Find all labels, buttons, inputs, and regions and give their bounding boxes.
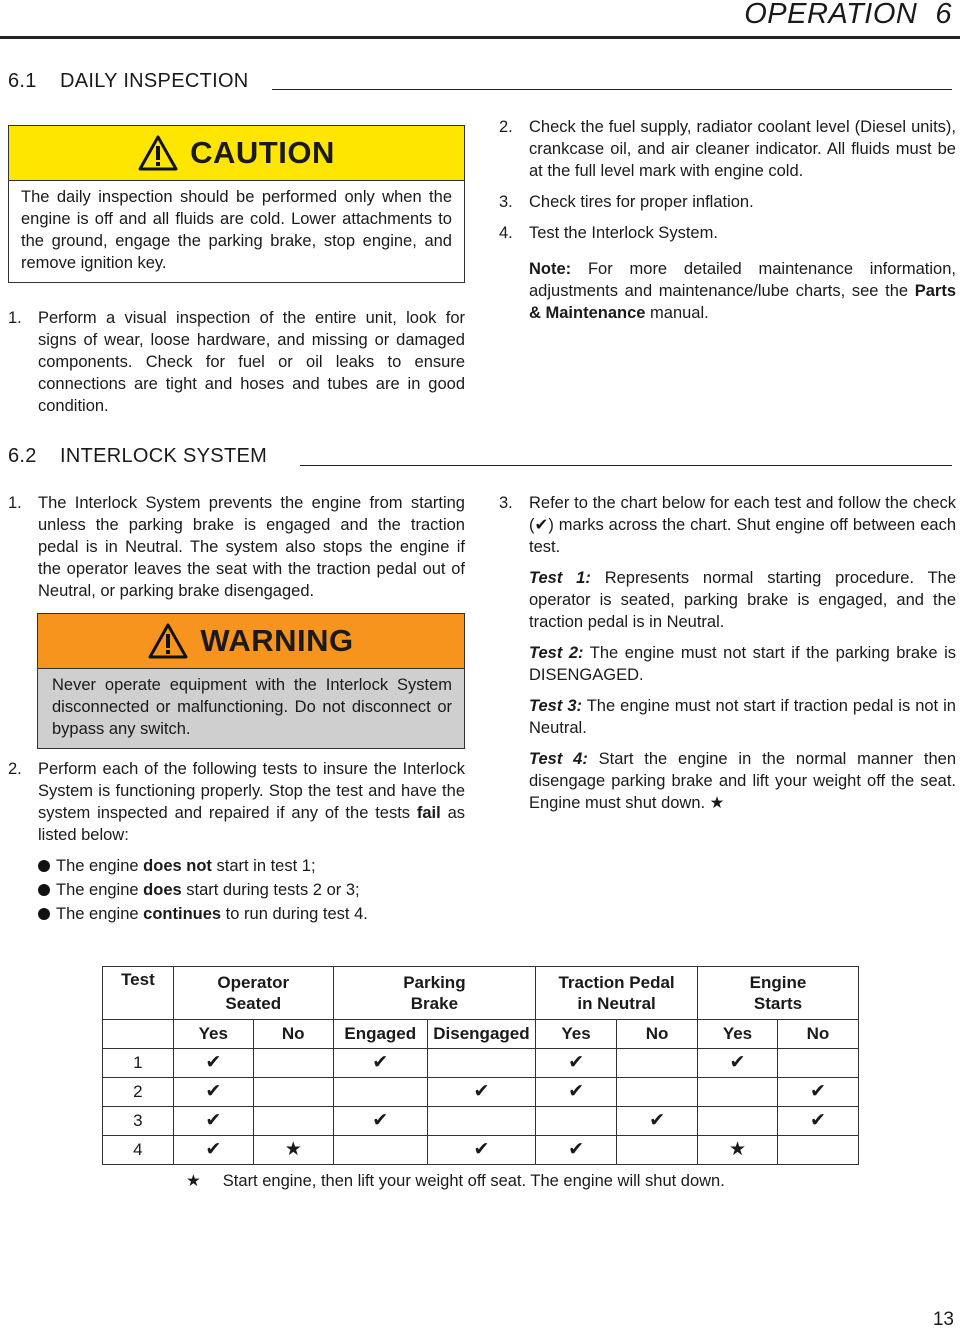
test-label: Test 3: [529,697,582,715]
section-heading-6-1 [8,68,249,94]
test-3-description [529,695,956,739]
header-line-1: Parking [403,973,466,992]
test-number-cell: 4 [103,1136,174,1165]
section-number: 6.2 [8,445,37,467]
interlock-step-2 [8,758,465,846]
section-title: DAILY INSPECTION [60,70,249,92]
step-text: Check the fuel supply, radiator coolant level (Diesel units), crankcase oil, and air cleaner indicator. All fluids must be at the full level mark with engine cold. [529,118,956,180]
interlock-step-3 [499,492,956,558]
chart-cell: ✔ [173,1136,253,1165]
header-test [103,967,174,1020]
page-number: 13 [932,1309,954,1330]
inspection-step-3 [499,191,956,213]
subheader-cell: No [253,1020,333,1049]
caution-text: The daily inspection should be performed only when the engine is off and all fluids are cold. Lower attachments to the ground, engage the parking brake, stop engine, and remove ignition key. [21,188,452,272]
right-column-6-1 [499,116,956,333]
bullet-text: The engine [56,857,144,875]
header-label: Test [121,970,155,989]
warning-triangle-icon [148,623,188,659]
step-text: Test the Interlock System. [529,224,718,242]
warning-header [38,614,464,669]
subheader-cell: Engaged [333,1020,427,1049]
test-label: Test 2: [529,644,584,662]
header-line-2: Seated [225,994,282,1013]
bullet-emphasis: does not [143,857,212,875]
test-text: Start the engine in the normal manner then disengage parking brake and lift your weight off the seat. Engine must shut down. ★ [529,750,956,812]
subheader-cell: Yes [536,1020,617,1049]
inspection-step-2 [499,116,956,182]
table-row [103,1078,859,1107]
chart-cell [777,1136,858,1165]
chart-subheader-row [103,1020,859,1049]
step-number: 4. [499,224,513,242]
chart-cell [427,1049,535,1078]
chart-cell: ★ [698,1136,778,1165]
chart-cell [617,1049,698,1078]
chart-cell: ★ [253,1136,333,1165]
warning-signal-word: WARNING [200,623,354,658]
caution-signal-word: CAUTION [190,135,335,170]
warning-text: Never operate equipment with the Interlock System disconnected or malfunctioning. Do not disconnect or bypass any switch. [52,676,452,738]
chart-cell [427,1107,535,1136]
bullet-text: The engine [56,905,144,923]
chart-footnote [186,1170,725,1192]
left-column-6-1 [8,125,465,426]
note-text: For more detailed maintenance information, adjustments and maintenance/lube charts, see the [529,260,956,300]
inspection-step-4 [499,222,956,244]
failure-list [36,855,465,925]
subheader-cell: No [777,1020,858,1049]
heading-rule [272,89,952,90]
bullet-emphasis: does [143,881,182,899]
bullet-emphasis: continues [143,905,222,923]
chart-cell: ✔ [617,1107,698,1136]
section-heading-6-2 [8,443,267,469]
chart-cell: ✔ [333,1107,427,1136]
step-text: Perform a visual inspection of the entire unit, look for signs of wear, loose hardware, and missing or damaged components. Check for fuel or oil leaks to ensure connections are tight and hoses and tubes are in good condition. [38,309,465,415]
chart-cell: ✔ [536,1049,617,1078]
test-2-description [529,642,956,686]
warning-box [37,613,465,749]
page-header [744,0,952,32]
step-text: Perform each of the following tests to insure the Interlock System is functioning properly. Stop the test and have the system inspected and repaired if any of the tests [38,760,465,822]
chart-cell [536,1107,617,1136]
note-label: Note: [529,260,572,278]
manual-name: Parts & Maintenance [529,282,956,322]
chart-cell [698,1078,778,1107]
list-item [36,879,465,901]
step-text: Refer to the chart below for each test and follow the check (✔) marks across the chart. Shut engine off between each test. [529,494,956,556]
chart-cell: ✔ [698,1049,778,1078]
step-number: 2. [499,118,513,136]
table-row [103,1049,859,1078]
inspection-step-1 [8,307,465,417]
subheader-cell: No [617,1020,698,1049]
list-item [36,855,465,877]
header-title: OPERATION [744,0,918,30]
note-suffix: manual. [645,304,709,322]
test-4-description [529,748,956,814]
table-row [103,1107,859,1136]
header-rule [0,36,960,39]
chapter-number: 6 [935,0,952,30]
header-parking-brake [333,967,535,1020]
chart-cell [333,1078,427,1107]
header-engine-starts [698,967,859,1020]
step-number: 1. [8,494,22,512]
chart-cell [333,1136,427,1165]
header-operator-seated [173,967,333,1020]
maintenance-note [499,258,956,324]
chart-cell: ✔ [536,1078,617,1107]
header-line-1: Engine [749,973,807,992]
subheader-cell: Yes [173,1020,253,1049]
header-line-1: Operator [217,973,290,992]
test-descriptions [499,567,956,814]
chart-cell [617,1078,698,1107]
test-text: The engine must not start if the parking brake is DISENGAGED. [529,644,956,684]
interlock-test-chart [102,966,859,1165]
test-number-cell: 2 [103,1078,174,1107]
test-1-description [529,567,956,633]
chart-cell: ✔ [777,1107,858,1136]
bullet-text: The engine [56,881,144,899]
star-icon: ★ [186,1172,201,1190]
chart-cell [253,1049,333,1078]
test-number-cell: 3 [103,1107,174,1136]
step-text: The Interlock System prevents the engine from starting unless the parking brake is engaged and the traction pedal is in Neutral. The system also stops the engine if the operator leaves the seat with the traction pedal out of Neutral, or parking brake disengaged. [38,494,465,600]
chart-cell [777,1049,858,1078]
step-number: 1. [8,309,22,327]
bullet-text-end: start during tests 2 or 3; [181,881,360,899]
chart-cell [617,1136,698,1165]
chart-cell: ✔ [427,1136,535,1165]
subheader-cell: Yes [698,1020,778,1049]
subheader-cell: Disengaged [427,1020,535,1049]
header-line-2: Starts [753,994,803,1013]
test-label: Test 1: [529,569,591,587]
right-column-6-2 [499,492,956,823]
step-emphasis: fail [416,804,441,822]
chart-cell: ✔ [173,1107,253,1136]
bullet-dot-icon [38,860,50,872]
caution-header [9,126,464,181]
chart-cell: ✔ [173,1049,253,1078]
test-text: The engine must not start if traction pedal is not in Neutral. [529,697,956,737]
header-line-2: Brake [410,994,459,1013]
chart-cell: ✔ [333,1049,427,1078]
interlock-step-1 [8,492,465,602]
bullet-text-end: to run during test 4. [221,905,368,923]
header-line-1: Traction Pedal [558,973,675,992]
chart-cell [698,1107,778,1136]
chart-cell [253,1107,333,1136]
step-text: Check tires for proper inflation. [529,193,754,211]
section-title: INTERLOCK SYSTEM [60,445,268,467]
step-number: 3. [499,494,513,512]
left-column-6-2 [8,492,465,927]
bullet-dot-icon [38,884,50,896]
bullet-text-end: start in test 1; [211,857,316,875]
chart-cell: ✔ [427,1078,535,1107]
heading-rule [300,465,952,466]
chart-cell: ✔ [536,1136,617,1165]
header-line-2: in Neutral [577,994,656,1013]
step-number: 2. [8,760,22,778]
subheader-blank [103,1020,174,1049]
header-traction-pedal [536,967,698,1020]
test-text: Represents normal starting procedure. The operator is seated, parking brake is engaged, and the traction pedal is in Neutral. [529,569,957,631]
chart-cell: ✔ [777,1078,858,1107]
test-label: Test 4: [529,750,588,768]
table-row [103,1136,859,1165]
chart-cell: ✔ [173,1078,253,1107]
bullet-dot-icon [38,908,50,920]
caution-box [8,125,465,283]
warning-triangle-icon [138,135,178,171]
footnote-text: Start engine, then lift your weight off seat. The engine will shut down. [222,1172,725,1190]
step-number: 3. [499,193,513,211]
list-item [36,903,465,925]
chart-group-header-row [103,967,859,1020]
section-number: 6.1 [8,70,37,92]
step-text-end: as listed below: [38,804,465,844]
test-number-cell: 1 [103,1049,174,1078]
chart-cell [253,1078,333,1107]
